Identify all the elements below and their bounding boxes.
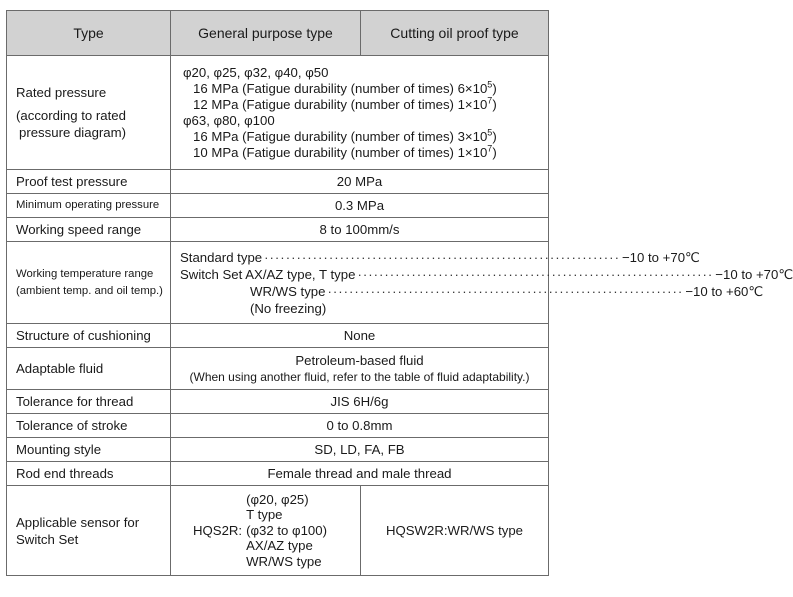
rod-end-value: Female thread and male thread (171, 462, 549, 486)
rated-pressure-value (171, 56, 549, 170)
row-mounting-style (7, 438, 549, 462)
pressure-line-2: 12 MPa (Fatigue durability (number of times) $1\times 10^7$) (193, 95, 497, 112)
proof-test-label: Proof test pressure (7, 170, 171, 194)
sensor-type-line: (φ32 to φ100) (246, 522, 327, 538)
sensor-label-1: Applicable sensor for (16, 514, 140, 530)
min-pressure-value: 0.3 MPa (171, 194, 549, 218)
temperature-no-freezing: (No freezing) (250, 300, 327, 316)
fluid-value-main: Petroleum-based fluid (295, 352, 424, 368)
fluid-value (171, 348, 549, 390)
specification-table (6, 10, 793, 576)
row-rated-pressure (7, 56, 549, 170)
sensor-type-line: T type (246, 507, 283, 523)
mounting-value: SD, LD, FA, FB (171, 438, 549, 462)
thread-tolerance-value: JIS 6H/6g (171, 390, 549, 414)
sensor-type-line: (φ20, φ25) (246, 491, 309, 507)
temperature-title: Working temperature range (16, 267, 154, 280)
speed-label: Working speed range (7, 218, 171, 242)
row-working-temperature (7, 242, 549, 324)
rated-pressure-note-1: (according to rated (16, 108, 126, 123)
row-adaptable-fluid (7, 348, 549, 390)
temperature-wr-ws: WR/WS type ·································································· −10 to +60℃ (250, 283, 764, 299)
bore-group-2: φ63, φ80, φ100 (183, 112, 275, 128)
row-applicable-sensor (7, 486, 549, 576)
cushioning-value: None (171, 324, 549, 348)
temperature-value (171, 242, 793, 324)
fluid-value-note: (When using another fluid, refer to the table of fluid adaptability.) (189, 369, 530, 384)
row-thread-tolerance (7, 390, 549, 414)
stroke-tolerance-value: 0 to 0.8mm (171, 414, 549, 438)
temperature-note: (ambient temp. and oil temp.) (16, 284, 163, 297)
thread-tolerance-label: Tolerance for thread (7, 390, 171, 414)
pressure-line-3: 16 MPa (Fatigue durability (number of times) $3\times 10^5$) (193, 127, 497, 144)
fluid-label: Adaptable fluid (7, 348, 171, 390)
min-pressure-label: Minimum operating pressure (7, 194, 171, 218)
row-proof-test-pressure (7, 170, 549, 194)
sensor-label-2: Switch Set (16, 531, 79, 547)
header-general-purpose: General purpose type (171, 11, 361, 56)
sensor-type-line: AX/AZ type (246, 538, 313, 554)
sensor-general-value (171, 486, 361, 576)
row-min-operating-pressure (7, 194, 549, 218)
stroke-tolerance-label: Tolerance of stroke (7, 414, 171, 438)
rated-pressure-note-2: pressure diagram) (19, 125, 127, 140)
rod-end-label: Rod end threads (7, 462, 171, 486)
row-rod-end-threads (7, 462, 549, 486)
header-cutting-oil-proof: Cutting oil proof type (361, 11, 549, 56)
cushioning-label: Structure of cushioning (7, 324, 171, 348)
pressure-line-4: 10 MPa (Fatigue durability (number of times) $1\times 10^7$) (193, 143, 497, 160)
sensor-prefix: HQS2R: (193, 523, 243, 538)
rated-pressure-label (7, 56, 171, 170)
proof-test-value: 20 MPa (171, 170, 549, 194)
sensor-label (7, 486, 171, 576)
pressure-line-1: 16 MPa (Fatigue durability (number of times) $6\times 10^5$) (193, 79, 497, 96)
speed-value: 8 to 100mm/s (171, 218, 549, 242)
sensor-type-list (246, 492, 327, 570)
header-row (7, 11, 549, 56)
sensor-cutting-value: HQSW2R:WR/WS type (361, 486, 549, 576)
temperature-standard: Standard type ·································································· −10 to +70℃ (180, 249, 700, 265)
sensor-type-line: WR/WS type (246, 553, 322, 569)
temperature-label (7, 242, 171, 324)
mounting-label: Mounting style (7, 438, 171, 462)
temperature-switch-set: Switch Set AX/AZ type, T type ·································································· −10 to +70℃ (180, 266, 793, 282)
bore-group-1: φ20, φ25, φ32, φ40, φ50 (183, 64, 329, 80)
row-stroke-tolerance (7, 414, 549, 438)
row-cushioning (7, 324, 549, 348)
rated-pressure-title: Rated pressure (16, 85, 107, 100)
row-working-speed (7, 218, 549, 242)
header-type: Type (7, 11, 171, 56)
